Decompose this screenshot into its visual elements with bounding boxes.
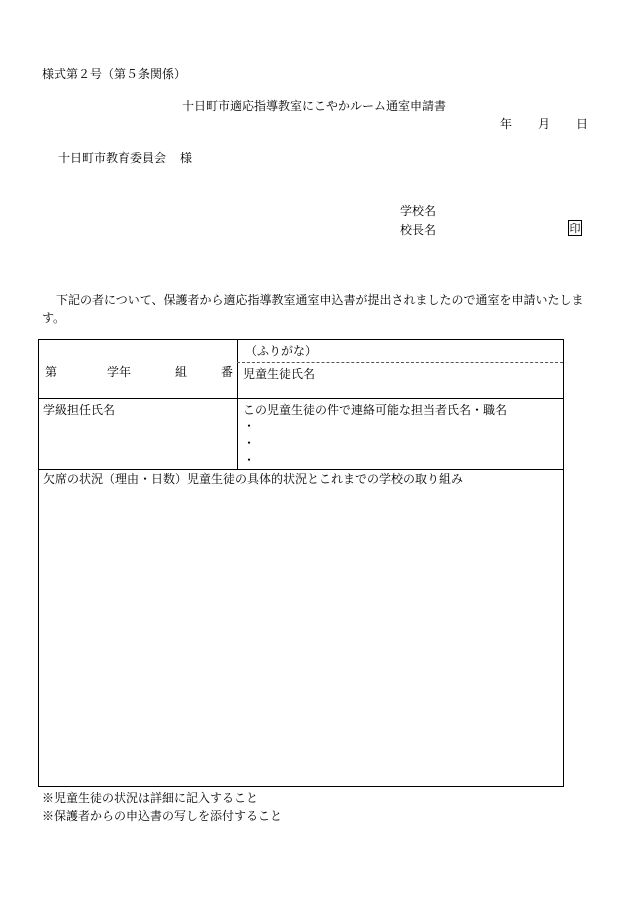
contact-person-label: この児童生徒の件で連絡可能な担当者氏名・職名 — [243, 403, 508, 417]
note-item: ※児童生徒の状況は詳細に記入すること — [42, 791, 259, 805]
addressee-honorific: 様 — [180, 151, 193, 165]
contact-bullet: ・ — [243, 453, 256, 467]
homeroom-teacher-label: 学級担任氏名 — [43, 403, 116, 417]
addressee — [58, 152, 192, 164]
note-item: ※保護者からの申込書の写しを添付すること — [42, 809, 283, 823]
date-line — [500, 118, 588, 130]
date-year-label: 年 — [500, 117, 513, 131]
table-row-divider — [39, 469, 563, 470]
grade-class-number-field[interactable] — [45, 366, 233, 378]
table-row-divider — [39, 398, 563, 399]
table-column-divider — [237, 340, 238, 469]
number-label: 番 — [221, 365, 234, 379]
absence-status-label: 欠席の状況（理由・日数）児童生徒の具体的状況とこれまでの学校の取り組み — [43, 472, 464, 486]
school-name-label: 学校名 — [400, 204, 437, 218]
seal-mark: 印 — [569, 221, 581, 235]
grade-prefix-label: 第 — [45, 365, 58, 379]
request-body-text: 下記の者について、保護者から適応指導教室通室申込書が提出されましたので通室を申請いたします。 — [42, 293, 584, 325]
document-title: 十日町市適応指導教室にこやかルーム通室申請書 — [182, 99, 447, 113]
addressee-name: 十日町市教育委員会 — [58, 151, 167, 165]
furigana-divider — [237, 362, 563, 363]
student-name-label: 児童生徒氏名 — [243, 367, 316, 381]
application-form-table — [38, 339, 564, 787]
contact-bullet: ・ — [243, 419, 256, 433]
contact-bullet: ・ — [243, 436, 256, 450]
furigana-label: （ふりがな） — [245, 344, 318, 358]
form-number: 様式第２号（第５条関係） — [42, 67, 187, 81]
class-label: 組 — [175, 365, 188, 379]
principal-name-label: 校長名 — [400, 223, 437, 237]
date-month-label: 月 — [538, 117, 551, 131]
date-day-label: 日 — [576, 117, 589, 131]
grade-label: 学年 — [107, 365, 132, 379]
